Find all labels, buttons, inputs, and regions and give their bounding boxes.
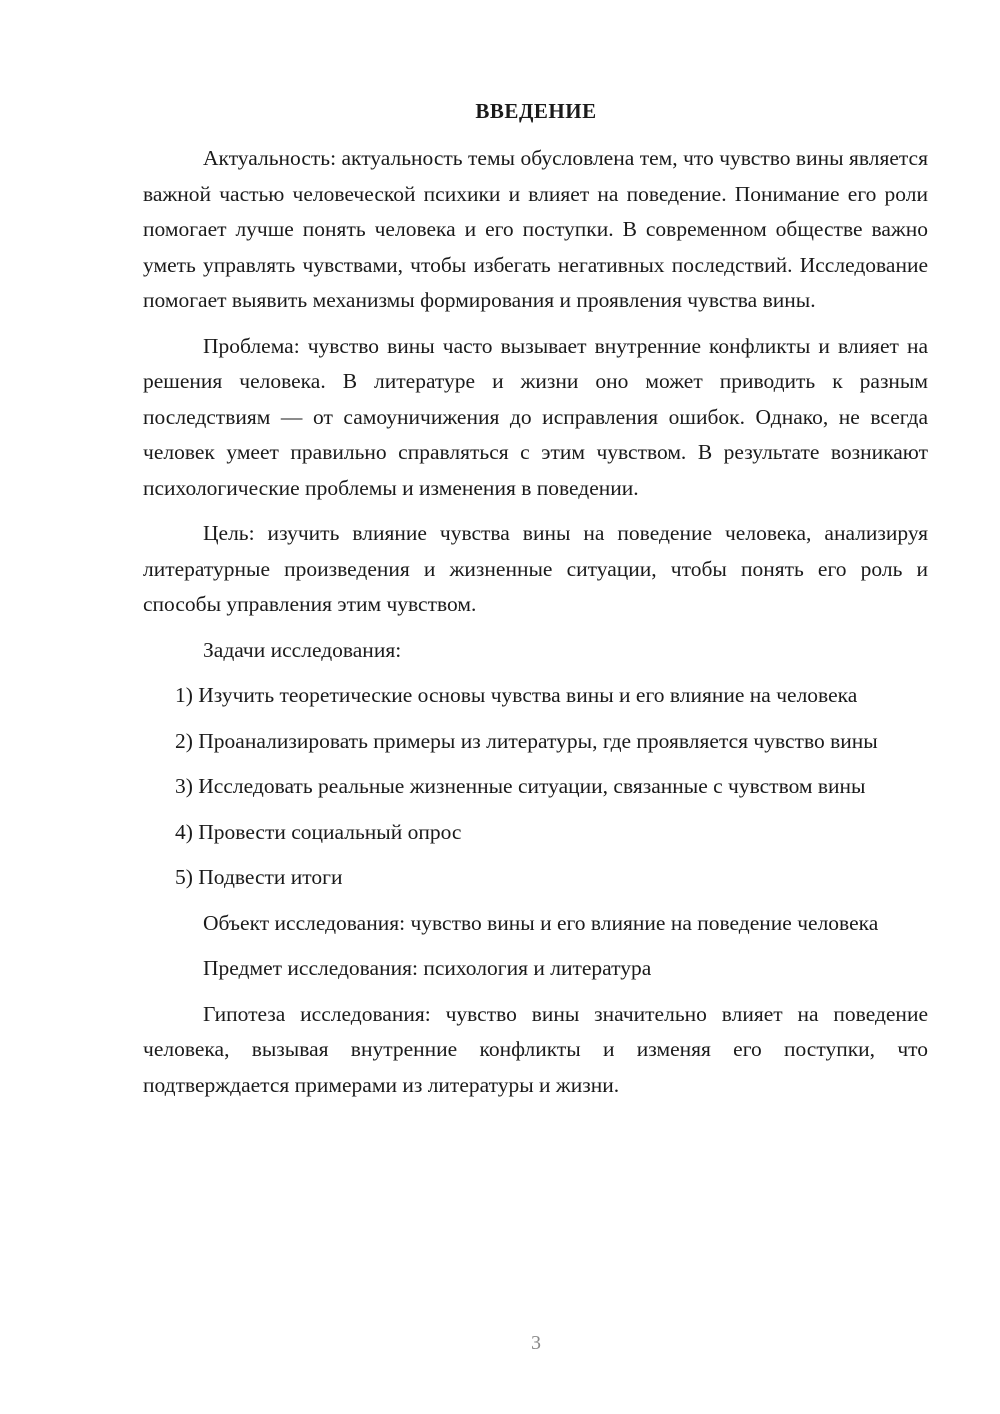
task-item-1: 1) Изучить теоретические основы чувства вины и его влияние на человека bbox=[175, 683, 858, 707]
page-number: 3 bbox=[531, 1332, 541, 1354]
task-item-2: 2) Проанализировать примеры из литературы, где проявляется чувство вины bbox=[175, 728, 878, 753]
relevance-paragraph: Актуальность: актуальность темы обусловлена тем, что чувство вины является важной частью человеческой психики и влияет на поведение. Понимание его роли помогает лучше понять человека и его поступки. В современном обществе важно уметь управлять чувствами, чтобы избегать негативных последствий. Исследование помогает выявить механизмы формирования и проявления чувства вины. bbox=[143, 146, 928, 312]
goal-paragraph: Цель: изучить влияние чувства вины на поведение человека, анализируя литературные произведения и жизненные ситуации, чтобы понять его роль и способы управления этим чувством. bbox=[143, 521, 928, 616]
subject-paragraph: Предмет исследования: психология и литература bbox=[203, 956, 652, 980]
tasks-heading: Задачи исследования: bbox=[203, 637, 402, 662]
task-item-4: 4) Провести социальный опрос bbox=[175, 819, 462, 844]
task-item-5: 5) Подвести итоги bbox=[175, 865, 343, 889]
section-title: ВВЕДЕНИЕ bbox=[475, 99, 597, 123]
problem-paragraph: Проблема: чувство вины часто вызывает внутренние конфликты и влияет на решения человека. В литературе и жизни оно может приводить к разным последствиям — от самоуничижения до исправления ошибок. Однако, не всегда человек умеет правильно справляться с этим чувством. В результате возникают психологические проблемы и изменения в поведении. bbox=[143, 333, 928, 500]
object-paragraph: Объект исследования: чувство вины и его влияние на поведение человека bbox=[203, 910, 879, 935]
hypothesis-paragraph: Гипотеза исследования: чувство вины значительно влияет на поведение человека, вызывая внутренние конфликты и изменяя его поступки, что подтверждается примерами из литературы и жизни. bbox=[143, 1001, 928, 1097]
document-body bbox=[143, 141, 928, 1113]
task-item-3: 3) Исследовать реальные жизненные ситуации, связанные с чувством вины bbox=[175, 774, 866, 798]
